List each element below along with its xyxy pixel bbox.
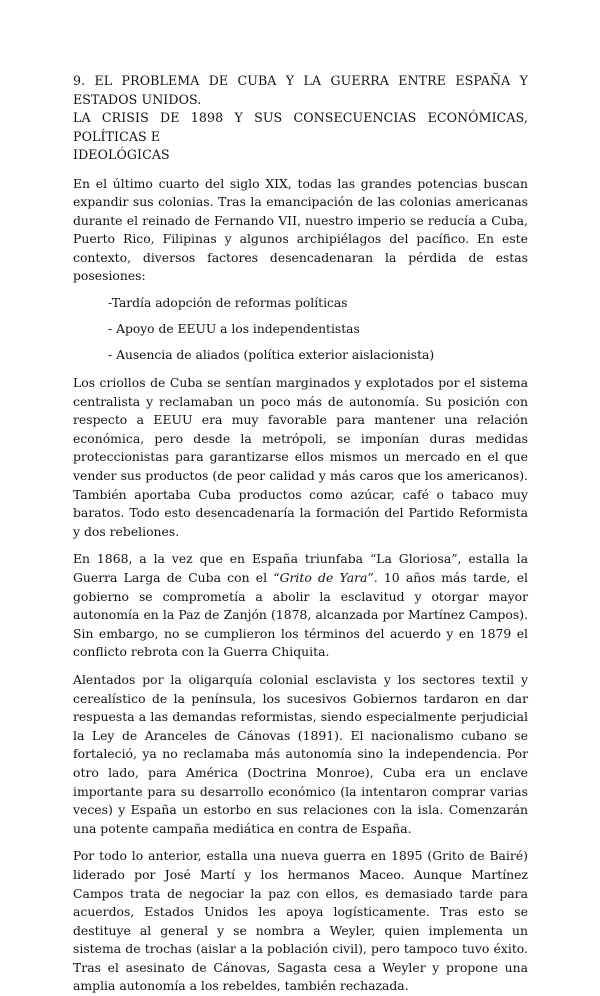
intro-paragraph: En el último cuarto del siglo XIX, todas las grandes potencias buscan expandir sus colonias. Tras la emancipación de las colonias americanas durante el reinado de Fernando VII, nuestro imperio se reducía a Cuba, Puerto Rico, Filipinas y algunos archipiélagos del pacífico. En este contexto, diversos factores desencadenaran la pérdida de estas posesiones:	[73, 175, 528, 284]
war-1868-paragraph	[73, 550, 528, 662]
title-line-3: IDEOLÓGICAS	[73, 147, 170, 162]
oligarquia-paragraph: Alentados por la oligarquía colonial esclavista y los sectores textil y cerealístico de la península, los sucesivos Gobiernos tardaron en dar respuesta a las demandas reformistas, siendo especialmente perjudicial la Ley de Aranceles de Cánovas (1891). El nacionalismo cubano se fortaleció, ya no reclamaba más autonomía sino la independencia. Por otro lado, para América (Doctrina Monroe), Cuba era un enclave importante para su desarrollo económico (la intentaron comprar varias veces) y España un estorbo en sus relaciones con la isla. Comenzarán una potente campaña mediática en contra de España.	[73, 671, 528, 836]
list-item: - Ausencia de aliados (política exterior aislacionista)	[108, 348, 435, 363]
factors-list	[73, 295, 528, 364]
war-1895-paragraph: Por todo lo anterior, estalla una nueva guerra en 1895 (Grito de Bairé) liderado por José Martí y los hermanos Maceo. Aunque Martínez Campos trata de negociar la paz con ellos, es demasiado tarde para acuerdos, Estados Unidos les apoya logísticamente. Tras esto se destituye al general y se nombra a Weyler, quien implementa un sistema de trochas (aislar a la población civil), pero tampoco tuvo éxito. Tras el asesinato de Cánovas, Sagasta cesa a Weyler y propone una amplia autonomía a los rebeldes, también rechazada.	[73, 848, 528, 994]
war-1868-text-before: En 1868, a la vez que en España triunfaba “La Gloriosa”, estalla la Guerra Larga de Cuba con el “	[73, 551, 528, 585]
war-1868-text-after: ”. 10 años más tarde, el gobierno se comprometía a abolir la esclavitud y otorgar mayor autonomía en la Paz de Zanjón (1878, alcanzada por Martínez Campos). Sin embargo, no se cumplieron los términos del acuerdo y en 1879 el conflicto rebrota con la Guerra Chiquita.	[73, 570, 528, 660]
title-line-1: 9. EL PROBLEMA DE CUBA Y LA GUERRA ENTRE ESPAÑA Y ESTADOS UNIDOS.	[73, 73, 528, 107]
title-line-2: LA CRISIS DE 1898 Y SUS CONSECUENCIAS ECONÓMICAS, POLÍTICAS E	[73, 110, 528, 144]
list-item: -Tardía adopción de reformas políticas	[108, 296, 348, 311]
document-title	[73, 72, 528, 165]
grito-de-yara-emphasis: Grito de Yara	[279, 570, 368, 585]
criollos-paragraph: Los criollos de Cuba se sentían marginados y explotados por el sistema centralista y reclamaban un poco más de autonomía. Su posición con respecto a EEUU era muy favorable para mantener una relación económica, pero desde la metrópoli, se imponían duras medidas proteccionistas para garantizarse ellos mismos un mercado en el que vender sus productos (de peor calidad y más caros que los americanos). También aportaba Cuba productos como azúcar, café o tabaco muy baratos. Todo esto desencadenaría la formación del Partido Reformista y dos rebeliones.	[73, 375, 528, 539]
list-item: - Apoyo de EEUU a los independentistas	[108, 322, 360, 337]
